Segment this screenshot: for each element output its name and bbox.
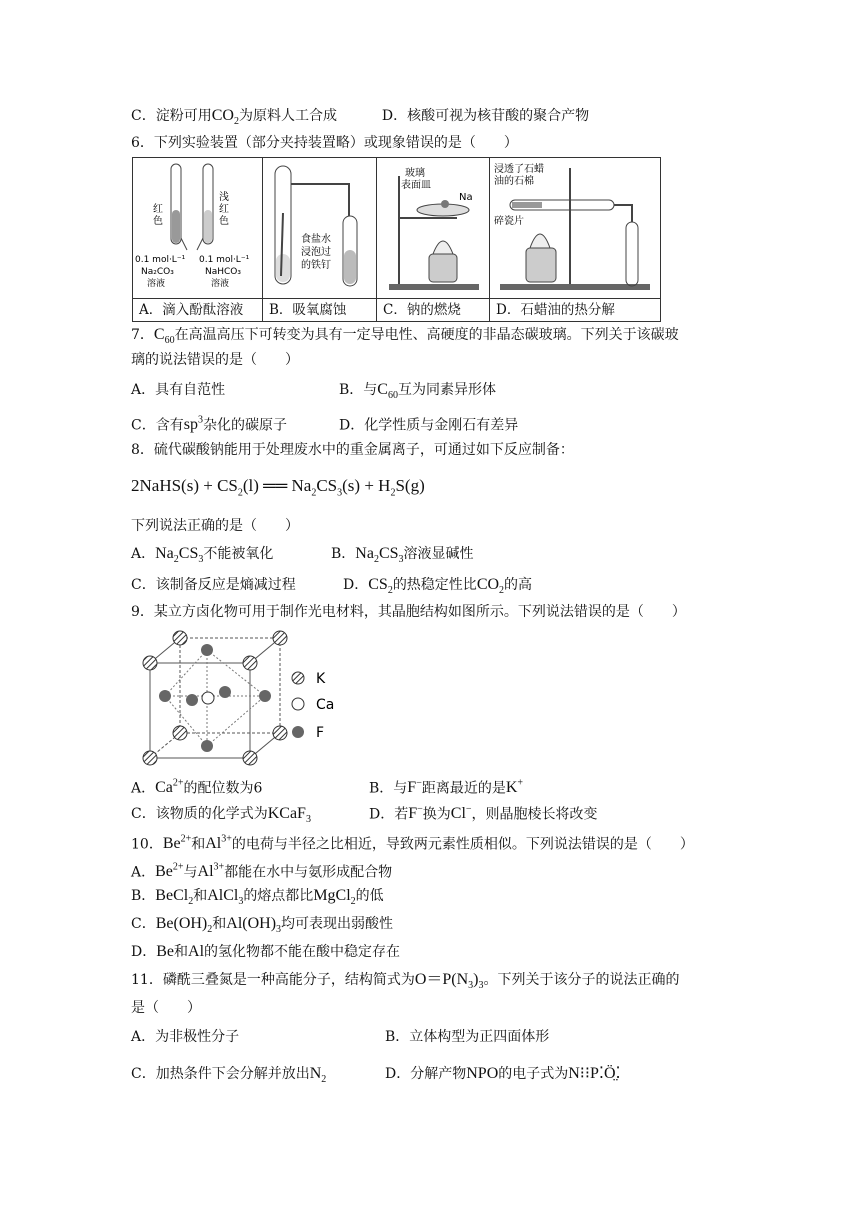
q10-d-be-al: Be	[156, 943, 175, 960]
q9-option-d-post: ，则晶胞棱长将改变	[471, 806, 598, 823]
q10-option-d-post: 的氢化物都不能在酸中稳定存在	[204, 944, 401, 960]
q9-crystal-figure	[130, 628, 350, 768]
q6-a-left-color-2: 色	[153, 216, 163, 227]
q7-option-b-post: 互为同素异形体	[397, 382, 496, 398]
q10-stem-and: 和	[191, 836, 206, 853]
q9-b-f: F−	[407, 778, 422, 797]
q10-option-c-post: 均可表现出弱酸性	[281, 916, 394, 932]
q11-option-b: B．立体构型为正四面体形	[385, 1029, 550, 1045]
q11-stem-c: 是（ ）	[131, 1000, 201, 1016]
q11-option-a: A．为非极性分子	[131, 1029, 240, 1045]
q11-option-d-post: 的电子式为	[498, 1066, 569, 1082]
q11-c-n2: $N_2$	[309, 1065, 327, 1086]
q9-stem: 9．某立方卤化物可用于制作光电材料，其晶胞结构如图所示。下列说法错误的是（ ）	[131, 604, 686, 620]
q6-stem: 6．下列实验装置（部分夹持装置略）或现象错误的是（ ）	[131, 135, 518, 151]
q9-c-formula: KCaF$_3$	[267, 805, 311, 826]
q6-a-left-conc: 0.1 mol·L⁻¹	[135, 255, 186, 265]
q6-c-dish-2: 表面皿	[401, 180, 431, 191]
q6-a-left-sol: Na₂CO₃	[141, 267, 174, 277]
q9-row-cd	[131, 800, 598, 831]
q10-be-ion: $Be^{2+}$	[162, 834, 192, 853]
q11-electron-formula: N⁝⁝P⁚Ö̤⁚	[568, 1065, 621, 1082]
q8-d-co2: $CO_2$	[476, 576, 505, 597]
q10-option-b: B．BeCl$_2$和AlCl$_3$的熔点都比MgCl$_2$的低	[131, 887, 384, 908]
q6-figure-d-drawing	[490, 158, 660, 298]
q8-option-b-post: 溶液显碱性	[403, 546, 474, 562]
q7-option-d: D．化学性质与金刚石有差异	[339, 417, 519, 434]
q10-b-becl2: BeCl$_2$	[155, 887, 194, 908]
q6-b-label-1: 食盐水	[301, 234, 331, 245]
q10-c-formulas: $Be(OH)_2$	[155, 915, 213, 936]
q9-row-ab: A．$Ca^{2+}$的配位数为6 B．与F−距离最近的是K+	[131, 778, 524, 797]
q10-stem-post: 的电荷与半径之比相近，导致两元素性质相似。下列说法错误的是（ ）	[231, 836, 694, 853]
q9-a-ion: $Ca^{2+}$	[155, 778, 184, 797]
q5-option-d: D．核酸可视为核苷酸的聚合产物	[381, 108, 590, 124]
q11-structure-formula: $O=P(N_3)_3$	[414, 971, 484, 992]
q6-figure-a-drawing	[133, 158, 262, 298]
q10-c-aloh3: $Al(OH)_3$	[226, 915, 282, 936]
q10-b-alcl3: AlCl$_3$	[207, 887, 244, 908]
q6-a-right-sol2: 溶液	[211, 279, 230, 289]
q7-option-c-pre: C．含有	[131, 417, 184, 434]
q6-caption-a: A．滴入酚酞溶液	[133, 298, 262, 321]
q6-d-chips: 碎瓷片	[494, 216, 524, 227]
q9-option-a-post: 的配位数为6	[183, 780, 263, 797]
q10-number: 10．	[131, 836, 163, 853]
q11-row-ab	[131, 1027, 549, 1047]
q8-option-d-pre: D．	[343, 577, 369, 593]
q8-option-a-post: 不能被氧化	[203, 546, 274, 562]
q7-option-b-formula: $C_{60}$	[377, 381, 398, 402]
q10-option-b-post: 的熔点都比	[243, 888, 314, 904]
q8-option-c: C．该制备反应是熵减过程	[131, 577, 296, 593]
q6-figure-c	[377, 158, 490, 322]
q6-figure-a	[133, 158, 263, 322]
q9-legend-k: K	[316, 671, 326, 687]
q8-a-formula: $Na_2CS_3$	[155, 545, 204, 566]
q9-option-c: C．该物质的化学式为	[131, 806, 268, 823]
q6-caption-c: C．钠的燃烧	[377, 298, 489, 321]
q6-caption-d: D．石蜡油的热分解	[490, 298, 660, 321]
q7-stem-a: 在高温高压下可转变为具有一定导电性、高硬度的非晶态碳玻璃。下列关于该碳玻	[174, 327, 679, 343]
q7-option-c-post: 杂化的碳原子	[202, 417, 287, 434]
q6-figure-d	[490, 158, 661, 322]
q9-option-b-mid: 距离最近的是	[421, 780, 506, 797]
q7-stem-b: 璃的说法错误的是（ ）	[131, 352, 299, 368]
q5-option-c-pre: C．淀粉可用	[131, 108, 212, 124]
q10-option-a: A．$Be^{2+}$与$Al^{3+}$都能在水中与氨形成配合物	[131, 862, 393, 881]
q9-b-k: K+	[505, 778, 524, 797]
q9-d-cl: Cl−	[450, 804, 472, 823]
q11-d-npo: NPO	[466, 1065, 499, 1082]
q10-option-b-end: 的低	[355, 888, 384, 904]
q8-stem: 8．硫代碳酸钠能用于处理废水中的重金属离子，可通过如下反应制备：	[131, 442, 574, 458]
q7-row-ab	[131, 380, 496, 406]
q8-d-cs2: $CS_2$	[368, 576, 393, 597]
q6-figure-b-drawing	[263, 158, 376, 298]
q6-c-dish-1: 玻璃	[405, 168, 425, 179]
q5-option-c-post: 为原料人工合成	[238, 108, 337, 124]
q10-a-be: $Be^{2+}$	[155, 862, 184, 881]
q7-number: 7．	[131, 327, 154, 343]
q6-a-right-color-2: 红	[219, 204, 229, 215]
q5-options	[131, 106, 589, 132]
q7-formula-c60: $C_{60}$	[153, 326, 175, 347]
q10-stem	[131, 830, 694, 854]
q11-option-d: D．分解产物	[385, 1066, 467, 1082]
q9-option-d-mid: 换为	[422, 806, 451, 823]
q10-a-al: $Al^{3+}$	[197, 862, 225, 881]
q6-d-wool-1: 浸透了石蜡	[494, 164, 544, 175]
q8-option-d-mid: 的热稳定性比	[392, 577, 477, 593]
q9-option-b-pre: B．与	[369, 780, 408, 797]
q6-d-wool-2: 油的石棉	[494, 176, 534, 187]
q6-a-left-sol2: 溶液	[147, 279, 166, 289]
q10-option-b-mid: 和	[193, 888, 208, 904]
q8-row-ab: A．$Na_2CS_3$不能被氧化 B．$Na_2CS_3$溶液显碱性	[131, 545, 474, 566]
q5-formula: $CO_2$	[211, 107, 239, 128]
q10-b-mgcl2: MgCl$_2$	[313, 887, 356, 908]
q8-equation: 2NaHS(s) + $CS_2(l)$ ══ $Na_2CS_3(s) + H_2S(g)$	[131, 476, 425, 499]
q11-stem-line1	[131, 970, 680, 996]
q6-b-label-2: 浸泡过	[301, 247, 331, 258]
q6-a-right-color-1: 浅	[219, 192, 229, 203]
q6-figure-table	[132, 157, 661, 322]
q7-row-cd	[131, 411, 518, 435]
q10-option-d: D．Be和Al的氢化物都不能在酸中稳定存在	[131, 943, 401, 960]
q8-option-d-post: 的高	[504, 577, 533, 593]
q11-option-c: C．加热条件下会分解并放出	[131, 1066, 310, 1082]
q8-ask: 下列说法正确的是（ ）	[131, 518, 299, 534]
q6-a-left-color-1: 红	[153, 204, 163, 215]
q10-d-al: Al	[188, 943, 205, 960]
q8-b-formula: $Na_2CS_3$	[355, 545, 404, 566]
q11-row-cd	[131, 1064, 621, 1090]
q10-option-a-post: 都能在水中与氨形成配合物	[224, 864, 393, 881]
q10-al-ion: $Al^{3+}$	[205, 834, 232, 853]
q7-option-a: A．具有自范性	[131, 382, 226, 398]
q11-stem-b: 。下列关于该分子的说法正确的	[483, 972, 680, 988]
q6-figure-c-drawing	[377, 158, 489, 298]
q6-c-na: Na	[459, 192, 473, 203]
q6-a-right-conc: 0.1 mol·L⁻¹	[199, 255, 250, 265]
q6-a-right-sol: NaHCO₃	[205, 267, 241, 277]
q9-legend-ca: Ca	[316, 697, 335, 713]
q9-d-f: F−	[408, 804, 423, 823]
q11-stem-a: 11．磷酰三叠氮是一种高能分子，结构简式为	[131, 972, 415, 988]
q9-option-d-pre: D．若	[369, 806, 409, 823]
q8-row-cd	[131, 575, 532, 601]
q6-b-label-3: 的铁钉	[301, 260, 331, 271]
q7-option-b-pre: B．与	[339, 382, 378, 398]
q7-option-c-sp3: $sp^3$	[183, 415, 203, 434]
q7-stem-line1	[131, 325, 679, 351]
q6-caption-b: B．吸氧腐蚀	[263, 298, 376, 321]
q6-figure-b	[263, 158, 377, 322]
q9-legend-f: F	[316, 725, 325, 741]
q10-option-c: C．$Be(OH)_2$和$Al(OH)_3$均可表现出弱酸性	[131, 915, 394, 936]
q6-a-right-color-3: 色	[219, 216, 229, 227]
